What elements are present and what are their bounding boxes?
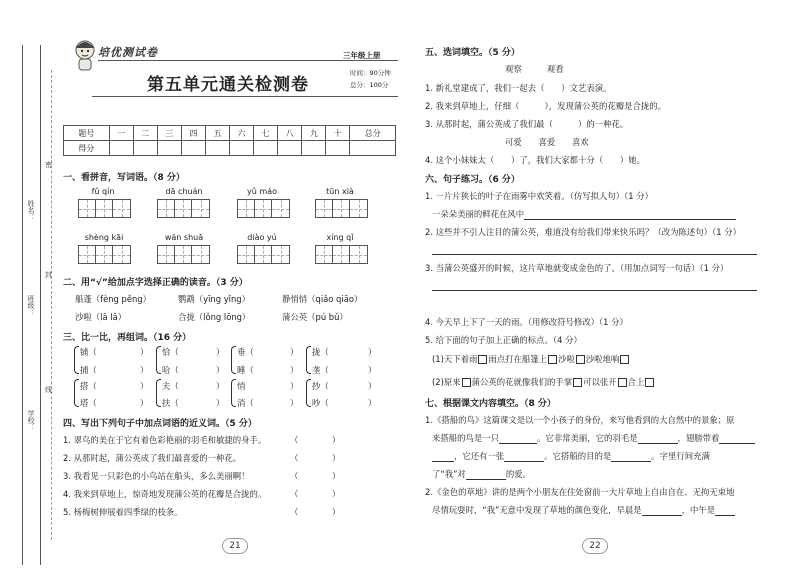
- binding-xian: 线: [45, 386, 52, 394]
- compare-close: ）: [216, 347, 225, 357]
- sentence-question: 3. 当蒲公英盛开的时候，这片草地就变成金色的了。（用加点词写一句话）（1 分）: [425, 263, 729, 273]
- brace: [74, 379, 79, 407]
- writing-grid[interactable]: [157, 245, 210, 264]
- sentence-question: 4. 今天早上下了一天的雨。（用修改符号修改）（1 分）: [425, 317, 628, 327]
- total-label: 总分：100分: [350, 81, 389, 89]
- reading-choice[interactable]: 鹦鹉（yīng yǐng）: [178, 294, 250, 304]
- score-cell: 二: [133, 126, 157, 141]
- brand-logo: 培优测试卷: [98, 46, 158, 59]
- answer-blank[interactable]: [504, 461, 544, 462]
- compare-close: ）: [140, 347, 149, 357]
- section-2-title: 二、用“√”给加点字选择正确的读音。（3 分）: [63, 278, 248, 288]
- score-table-header-row: [64, 126, 396, 141]
- score-cell: 四: [181, 126, 205, 141]
- answer-bracket[interactable]: （ ）: [290, 489, 341, 499]
- word-bank-1: 观察 观看: [505, 64, 564, 74]
- pinyin-label: yǔ máo: [247, 187, 277, 196]
- writing-grid[interactable]: [237, 245, 290, 264]
- compare-char: 夫（: [162, 381, 179, 391]
- passage-line: [432, 504, 735, 516]
- punct-text: 可以张开: [583, 377, 617, 387]
- compare-close: ）: [216, 381, 225, 391]
- sentence-question: 2. 这些并不引人注目的蒲公英，难道没有给我们带来快乐吗？（改为陈述句）（1 分）: [425, 227, 741, 237]
- score-input-cell[interactable]: [205, 141, 229, 156]
- page-number-left: 21: [222, 538, 248, 554]
- punctuation-box[interactable]: [645, 378, 654, 387]
- compare-close: ）: [290, 365, 299, 375]
- reading-choice[interactable]: 静悄悄（qiǎo qiāo）: [282, 294, 363, 304]
- score-input-cell[interactable]: [278, 141, 302, 156]
- passage-text: ，翅膀带着: [677, 433, 720, 443]
- fill-question: 3. 从那时起，蒲公英成了我们最（ ）的一种花。: [425, 119, 629, 129]
- score-cell: 六: [229, 126, 253, 141]
- answer-blank[interactable]: [642, 515, 682, 516]
- passage-text: ，它还有一张: [454, 451, 505, 461]
- time-label: 时间：90分钟: [350, 69, 391, 77]
- answer-bracket[interactable]: （ ）: [290, 507, 341, 517]
- compare-char: 搭（: [80, 381, 97, 391]
- compare-char: 扶（: [162, 398, 179, 408]
- compare-char: 睡（: [237, 365, 254, 375]
- binding-mi: 密: [45, 161, 52, 169]
- score-cell: 三: [157, 126, 181, 141]
- compare-char: 垄（: [312, 365, 329, 375]
- punctuation-box[interactable]: [618, 378, 627, 387]
- compare-close: ）: [140, 365, 149, 375]
- passage-line: 1.《搭船的鸟》这篇课文是以一个小孩子的身份，来写他看到的大自然中的景象；原: [425, 415, 735, 425]
- compare-char: 悄: [237, 381, 246, 391]
- passage-text: 。它非常美丽，它的羽毛是: [537, 433, 638, 443]
- score-input-cell[interactable]: [229, 141, 253, 156]
- reading-choice[interactable]: 合拢（lǒng lōng）: [178, 312, 251, 322]
- writing-grid[interactable]: [315, 245, 368, 264]
- answer-blank[interactable]: [432, 461, 454, 462]
- punctuation-box[interactable]: [478, 355, 487, 364]
- passage-line: [432, 468, 531, 480]
- grade-label: 三年级上册: [343, 51, 381, 60]
- fill-question: 2. 我来到草地上，仔细（ ），发现蒲公英的花瓣是合拢的。: [425, 101, 666, 111]
- punct-text: 沙啦: [558, 354, 575, 364]
- passage-text: ，中午是: [681, 505, 716, 515]
- compare-char: 抄（: [312, 381, 329, 391]
- compare-char: 拢（: [312, 347, 329, 357]
- writing-grid[interactable]: [157, 199, 210, 218]
- compare-char: 垂（: [237, 347, 254, 357]
- answer-bracket[interactable]: （ ）: [290, 453, 341, 463]
- compare-char: 恰（: [162, 347, 179, 357]
- pinyin-label: dā chuán: [165, 187, 203, 196]
- score-cell: 九: [302, 126, 326, 141]
- score-cell: 八: [278, 126, 302, 141]
- punctuation-box[interactable]: [462, 378, 471, 387]
- score-cell: 总分: [350, 126, 396, 141]
- passage-text: 了“我”对: [432, 469, 466, 479]
- punctuation-box[interactable]: [620, 355, 629, 364]
- section-1-title: 一、看拼音，写词语。（8 分）: [63, 173, 185, 183]
- compare-char: 塔（: [80, 398, 97, 408]
- binding-cut-line: [51, 70, 52, 540]
- writing-grid[interactable]: [237, 199, 290, 218]
- answer-blank[interactable]: [719, 443, 755, 444]
- passage-text: 尽情玩耍时，“我”无意中发现了草地的颜色变化，早晨是: [432, 505, 642, 515]
- answer-blank[interactable]: [611, 461, 651, 462]
- passage-line: [432, 432, 755, 444]
- score-input-cell[interactable]: [181, 141, 205, 156]
- binding-name-label: 姓名：: [27, 200, 35, 221]
- word-bank-2: 可爱 喜爱 喜欢: [505, 137, 589, 147]
- pinyin-label: diào yú: [247, 233, 277, 242]
- score-cell: 十: [326, 126, 350, 141]
- score-cell: 题号: [64, 126, 110, 141]
- compare-close: ）: [140, 381, 149, 391]
- sentence-question: 1. 一片片狭长的叶子在雨雾中欢笑着。（仿写拟人句）（1 分）: [425, 191, 654, 201]
- pinyin-label: tūn xià: [326, 187, 354, 196]
- compare-close: ）: [216, 398, 225, 408]
- pinyin-label: wán shuǎ: [164, 233, 204, 242]
- score-cell: 五: [205, 126, 229, 141]
- compare-char: 捕（: [80, 365, 97, 375]
- compare-close: ）: [368, 347, 377, 357]
- reading-choice[interactable]: 蒲公英（pú bǔ）: [282, 312, 348, 322]
- punctuation-box[interactable]: [548, 355, 557, 364]
- fill-question: 4. 这个小妹妹太（ ）了，我们大家都十分（ ）她。: [425, 155, 646, 165]
- passage-line: 2.《金色的草地》讲的是两个小朋友在住处窗前一大片草地上自由自在、无拘无束地: [425, 487, 735, 497]
- sentence-prompt: [432, 208, 736, 220]
- answer-blank[interactable]: [715, 515, 735, 516]
- binding-rule-left: [22, 45, 23, 565]
- compare-char: 吵（: [312, 398, 329, 408]
- punctuation-line-1: [432, 353, 630, 365]
- binding-class-label: 班级：: [27, 295, 35, 316]
- score-cell: 得分: [64, 141, 110, 156]
- score-input-cell[interactable]: [302, 141, 326, 156]
- section-7-title: 七、根据课文内容填空。（8 分）: [425, 399, 556, 409]
- passage-text: 来搭船的鸟是一只: [432, 433, 499, 443]
- score-input-cell[interactable]: [350, 141, 396, 156]
- score-input-cell[interactable]: [157, 141, 181, 156]
- score-input-cell[interactable]: [109, 141, 133, 156]
- compare-close: ）: [368, 398, 377, 408]
- pinyin-label: fǔ qín: [91, 187, 115, 196]
- writing-grid[interactable]: [78, 199, 131, 218]
- pinyin-label: shèng kāi: [84, 233, 124, 242]
- brace: [156, 379, 161, 407]
- score-cell: 一: [109, 126, 133, 141]
- compare-close: ）: [216, 365, 225, 375]
- answer-bracket[interactable]: （ ）: [290, 435, 341, 445]
- compare-char: 哈（: [162, 365, 179, 375]
- compare-close: ）: [290, 381, 299, 391]
- title-underline: [92, 96, 398, 97]
- answer-blank[interactable]: [524, 219, 736, 220]
- sentence-prompt-text: 一朵朵美丽的鲜花在风中: [432, 209, 525, 219]
- compare-close: ）: [368, 365, 377, 375]
- score-table-score-row: [64, 141, 396, 156]
- synonym-question: 5. 杨梅树伸展着四季绿的枝条。: [63, 507, 183, 517]
- section-4-title: 四、写出下列句子中加点词语的近义词。（5 分）: [63, 419, 257, 429]
- section-3-title: 三、比一比，再组词。（16 分）: [63, 333, 192, 343]
- punct-text: 雨点打在船篷上: [488, 354, 547, 364]
- answer-blank[interactable]: [466, 479, 506, 480]
- section-5-title: 五、选词填空。（5 分）: [425, 48, 520, 58]
- passage-line: [432, 450, 710, 462]
- compare-close: ）: [140, 398, 149, 408]
- passage-text: 的爱。: [505, 469, 531, 479]
- answer-blank[interactable]: [638, 443, 678, 444]
- punctuation-box[interactable]: [576, 355, 585, 364]
- answer-bracket[interactable]: （ ）: [290, 471, 341, 481]
- compare-close: ）: [290, 398, 299, 408]
- reading-choice[interactable]: 沙啦（lā lǎ）: [75, 312, 127, 322]
- score-table: [63, 125, 396, 156]
- page-number-right: 22: [582, 538, 608, 554]
- binding-school-label: 学校：: [27, 410, 35, 431]
- punct-text: (2)原来: [432, 377, 461, 387]
- pinyin-label: xíng qǐ: [326, 233, 354, 242]
- synonym-question: 2. 从那时起，蒲公英成了我们最喜爱的一种花。: [63, 453, 242, 463]
- binding-rule-right: [40, 45, 41, 565]
- punct-text: (1)天下着雨: [432, 354, 478, 364]
- synonym-question: 1. 翠鸟的美在于它有着色彩艳丽的羽毛和敏捷的身手。: [63, 435, 267, 445]
- writing-grid[interactable]: [315, 199, 368, 218]
- answer-line[interactable]: [432, 290, 757, 291]
- compare-close: ）: [368, 381, 377, 391]
- punctuation-line-2: [432, 376, 655, 388]
- brace: [156, 346, 161, 374]
- compare-char: 消（: [237, 398, 254, 408]
- passage-text: 。字里行间充满: [651, 451, 710, 461]
- section-6-title: 六、句子练习。（6 分）: [425, 175, 520, 185]
- binding-feng: 封: [45, 271, 52, 279]
- fill-question: 1. 新礼堂建成了，我们一起去（ ）文艺表演。: [425, 83, 612, 93]
- score-input-cell[interactable]: [133, 141, 157, 156]
- compare-close: ）: [290, 347, 299, 357]
- mascot-illustration: [70, 38, 100, 72]
- reading-choice[interactable]: 船蓬（fèng pěng）: [75, 294, 151, 304]
- synonym-question: 3. 我看见一只彩色的小鸟站在船头，多么美丽啊！: [63, 471, 250, 481]
- brace: [231, 346, 236, 374]
- passage-text: 。它搭船的目的是: [544, 451, 612, 461]
- score-cell: 七: [254, 126, 278, 141]
- score-input-cell[interactable]: [254, 141, 278, 156]
- synonym-question: 4. 我来到草地上，惊奇地发现蒲公英的花瓣是合拢的。: [63, 489, 267, 499]
- brace: [74, 346, 79, 374]
- answer-blank[interactable]: [499, 443, 537, 444]
- compare-char: 铺（: [80, 347, 97, 357]
- punct-text: 蒲公英的花就像我们的手掌: [471, 377, 573, 387]
- score-input-cell[interactable]: [326, 141, 350, 156]
- writing-grid[interactable]: [78, 245, 131, 264]
- page-title: 第五单元通关检测卷: [147, 75, 309, 95]
- answer-line[interactable]: [432, 254, 757, 255]
- brace: [231, 379, 236, 407]
- brace: [306, 379, 311, 407]
- punct-text: 合上: [627, 377, 645, 387]
- punctuation-box[interactable]: [573, 378, 582, 387]
- brace: [306, 346, 311, 374]
- sentence-question: 5. 给下面的句子加上正确的标点。（4 分）: [425, 335, 582, 345]
- punct-text: 沙啦地响: [585, 354, 620, 364]
